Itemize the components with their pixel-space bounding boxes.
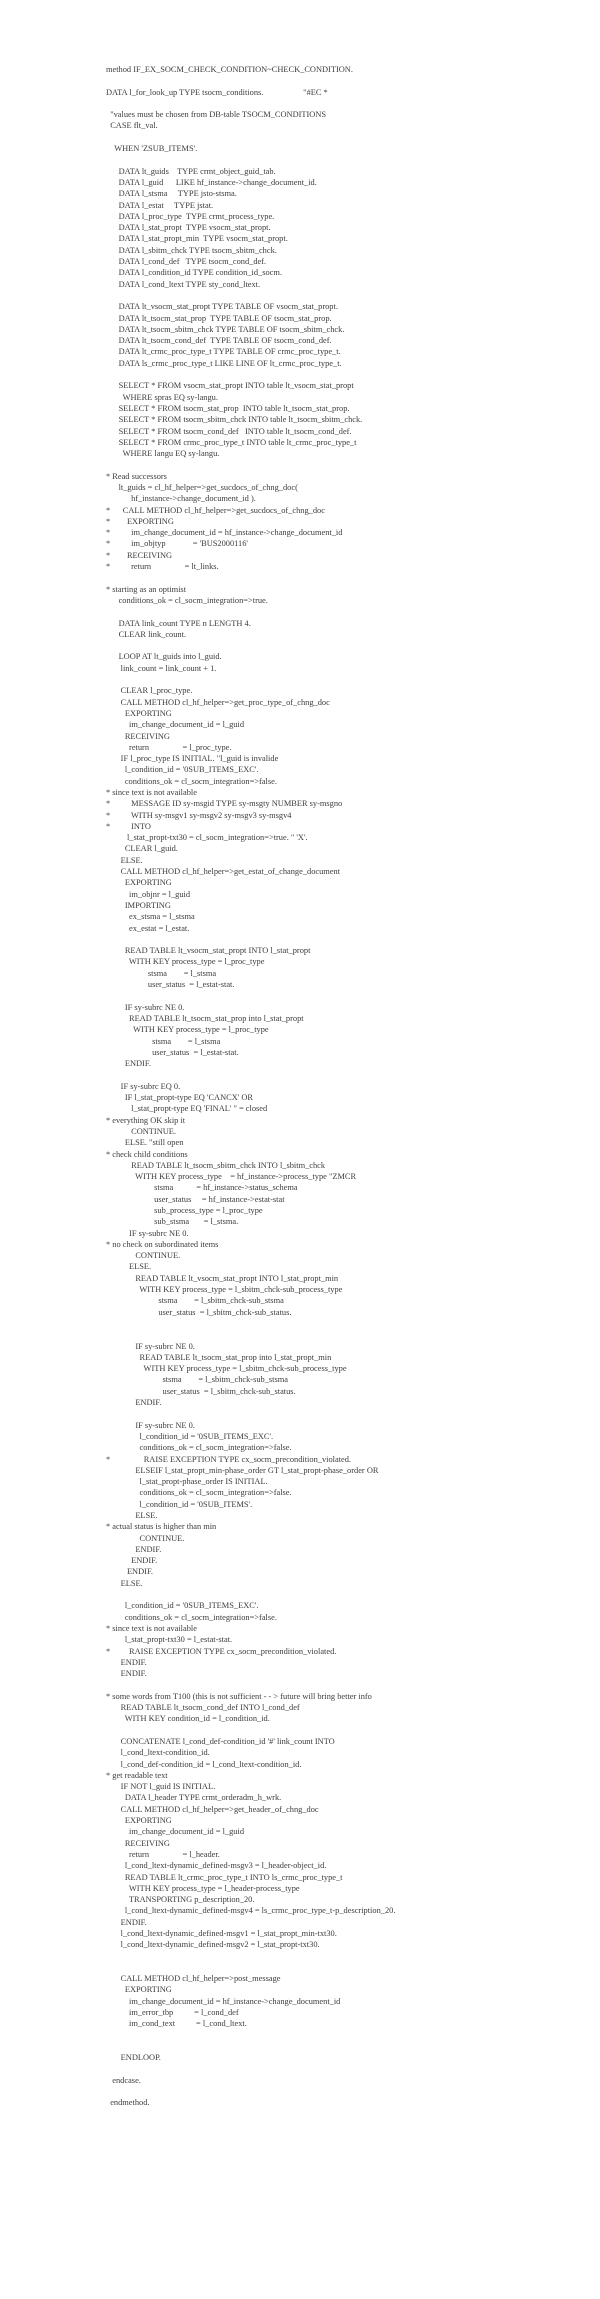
code-line: * since text is not available (106, 1623, 197, 1633)
code-line: READ TABLE lt_vsocm_stat_propt INTO l_stat_propt (106, 946, 311, 956)
code-line: * since text is not available (106, 788, 197, 797)
code-line: im_cond_text = l_cond_ltext. (106, 2019, 247, 2029)
code-line: DATA lt_crmc_proc_type_t TYPE TABLE OF crmc_proc_type_t. (106, 347, 341, 357)
code-line: sub_stsma = l_stsma. (106, 1217, 239, 1227)
code-line (0, 2086, 600, 2097)
code-line: l_stat_propt-phase_order IS INITIAL. (106, 1477, 268, 1487)
code-line: ELSE. (106, 1578, 143, 1588)
code-line: IF l_stat_propt-type EQ 'CANCX' OR (106, 1093, 254, 1103)
code-line: conditions_ok = cl_socm_integration=>false. (106, 1488, 292, 1498)
code-line: CALL METHOD cl_hf_helper=>get_estat_of_change_document (106, 867, 341, 877)
code-line: RECEIVING (106, 1838, 170, 1848)
code-line: SELECT * FROM tsocm_cond_def INTO table lt_tsocm_cond_def. (106, 426, 352, 436)
code-line (0, 1962, 600, 1973)
code-line: CALL METHOD cl_hf_helper=>get_header_of_chng_doc (106, 1804, 319, 1814)
code-line: DATA l_condition_id TYPE condition_id_socm. (106, 268, 282, 278)
code-line: WITH KEY process_type = l_proc_type (106, 1025, 269, 1035)
code-line: l_stat_propt-txt30 = l_estat-stat. (106, 1635, 233, 1645)
code-line: l_cond_ltext-dynamic_defined-msgv4 = ls_crmc_proc_type_t-p_description_20. (106, 1906, 396, 1916)
code-line: stsma = l_sbitm_chck-sub_stsma (106, 1296, 284, 1306)
code-line (0, 1679, 600, 1690)
code-line: l_condition_id = '0SUB_ITEMS_EXC'. (106, 1601, 259, 1611)
code-line: DATA l_proc_type TYPE crmt_process_type. (106, 211, 275, 221)
code-line: im_objnr = l_guid (106, 889, 191, 899)
code-line: CALL METHOD cl_hf_helper=>get_proc_type_of_chng_doc (106, 697, 330, 707)
code-line (0, 98, 600, 109)
code-line: l_cond_ltext-dynamic_defined-msgv2 = l_stat_propt-txt30. (106, 1940, 320, 1950)
code-line: im_change_document_id = l_guid (106, 1827, 245, 1837)
code-line: IF sy-subrc EQ 0. (106, 1081, 181, 1091)
code-line: * EXPORTING (106, 516, 174, 526)
code-line: * check child conditions (106, 1149, 188, 1159)
code-line: DATA lt_vsocm_stat_propt TYPE TABLE OF vsocm_stat_propt. (106, 302, 338, 312)
code-line: conditions_ok = cl_socm_integration=>true. (106, 595, 268, 605)
code-line: * return = lt_links. (106, 562, 219, 572)
code-line: stsma = l_stsma (106, 1036, 221, 1046)
code-line (0, 606, 600, 617)
code-line: READ TABLE lt_vsocm_stat_propt INTO l_stat_propt_min (106, 1273, 339, 1283)
code-line: IF sy-subrc NE 0. (106, 1002, 185, 1012)
code-line: CLEAR link_count. (106, 629, 187, 639)
code-line: DATA ls_crmc_proc_type_t LIKE LINE OF lt_crmc_proc_type_t. (106, 358, 342, 368)
code-line: DATA l_stat_propt TYPE vsocm_stat_propt. (106, 223, 271, 233)
code-line: WITH KEY process_type = hf_instance->process_type "ZMCR (106, 1172, 357, 1182)
code-line: CALL METHOD cl_hf_helper=>post_message (106, 1974, 281, 1984)
code-line: EXPORTING (106, 1816, 172, 1826)
code-line (0, 990, 600, 1001)
code-line: IF sy-subrc NE 0. (106, 1341, 195, 1351)
code-line: DATA lt_guids TYPE crmt_object_guid_tab. (106, 166, 276, 176)
code-line: TRANSPORTING p_description_20. (106, 1895, 255, 1905)
code-line: ex_stsma = l_stsma (106, 912, 195, 922)
code-line: l_stat_propt-type EQ 'FINAL' " = closed (106, 1104, 268, 1114)
code-line: * WITH sy-msgv1 sy-msgv2 sy-msgv3 sy-msgv4 (106, 810, 292, 820)
code-line: SELECT * FROM crmc_proc_type_t INTO table lt_crmc_proc_type_t (106, 437, 357, 447)
code-line: conditions_ok = cl_socm_integration=>false. (106, 1612, 277, 1622)
code-line: IF l_proc_type IS INITIAL. "l_guid is invalide (106, 754, 279, 764)
code-line: endmethod. (106, 2098, 150, 2108)
code-line: IF sy-subrc NE 0. (106, 1228, 189, 1238)
code-line: DATA l_cond_def TYPE tsocm_cond_def. (106, 257, 267, 267)
code-line: * im_change_document_id = hf_instance->change_document_id (106, 528, 343, 538)
code-line (0, 2030, 600, 2041)
code-line: im_change_document_id = l_guid (106, 720, 245, 730)
code-line: CONTINUE. (106, 1251, 181, 1261)
code-line: * some words from T100 (this is not sufficient - - > future will bring better info (106, 1691, 372, 1701)
code-line: WHEN 'ZSUB_ITEMS'. (106, 144, 198, 154)
code-line: user_status = l_sbitm_chck-sub_status. (106, 1307, 292, 1317)
code-line: ELSE. (106, 855, 143, 865)
code-line: EXPORTING (106, 878, 172, 888)
code-line: WITH KEY process_type = l_proc_type (106, 957, 265, 967)
code-line: DATA l_stat_propt_min TYPE vsocm_stat_propt. (106, 234, 288, 244)
code-line: READ TABLE lt_tsocm_sbitm_chck INTO l_sbitm_chck (106, 1160, 326, 1170)
code-line: READ TABLE lt_tsocm_stat_prop into l_stat_propt_min (106, 1352, 332, 1362)
code-line: * Read successors (106, 471, 167, 481)
code-line: WITH KEY process_type = l_sbitm_chck-sub_process_type (106, 1285, 343, 1295)
code-line: IF sy-subrc NE 0. (106, 1420, 195, 1430)
code-line: ELSEIF l_stat_propt_min-phase_order GT l_stat_propt-phase_order OR (106, 1465, 379, 1475)
code-line: CASE flt_val. (106, 121, 158, 131)
code-line: EXPORTING (106, 1985, 172, 1995)
code-line: link_count = link_count + 1. (106, 663, 217, 673)
code-line: conditions_ok = cl_socm_integration=>false. (106, 776, 277, 786)
code-line: endcase. (106, 2075, 141, 2085)
code-line (0, 572, 600, 583)
code-line: l_cond_def-condition_id = l_cond_ltext-condition_id. (106, 1759, 302, 1769)
code-line: * im_objtyp = 'BUS2000116' (106, 539, 248, 549)
code-line: user_status = l_sbitm_chck-sub_status. (106, 1386, 296, 1396)
code-line: ENDIF. (106, 1917, 147, 1927)
code-line: SELECT * FROM tsocm_stat_prop INTO table lt_tsocm_stat_prop. (106, 403, 350, 413)
code-line (0, 369, 600, 380)
code-line: DATA l_cond_ltext TYPE sty_cond_ltext. (106, 279, 261, 289)
code-line: CLEAR l_proc_type. (106, 686, 193, 696)
code-line (0, 154, 600, 165)
code-line (0, 674, 600, 685)
code-line: lt_guids = cl_hf_helper=>get_sucdocs_of_chng_doc( (106, 482, 298, 492)
code-line: * RAISE EXCEPTION TYPE cx_socm_precondition_violated. (106, 1454, 352, 1464)
code-line: DATA l_header TYPE crmt_orderadm_h_wrk. (106, 1793, 282, 1803)
code-line: CONTINUE. (106, 1126, 177, 1136)
code-line: ex_estat = l_estat. (106, 923, 190, 933)
code-line: l_condition_id = '0SUB_ITEMS'. (106, 1499, 253, 1509)
code-line: method IF_EX_SOCM_CHECK_CONDITION~CHECK_CONDITION. (106, 65, 353, 74)
code-line: DATA lt_tsocm_stat_prop TYPE TABLE OF tsocm_stat_prop. (106, 313, 332, 323)
code-line: DATA lt_tsocm_cond_def TYPE TABLE OF tsocm_cond_def. (106, 336, 332, 346)
code-line (0, 2064, 600, 2075)
code-line: EXPORTING (106, 708, 172, 718)
code-line: ELSE. (106, 1262, 152, 1272)
code-line: * actual status is higher than min (106, 1522, 217, 1532)
code-line: l_cond_ltext-dynamic_defined-msgv3 = l_header-object_id. (106, 1861, 327, 1871)
code-line: ENDIF. (106, 1567, 154, 1577)
code-line (0, 1329, 600, 1340)
code-line: ENDIF. (106, 1544, 162, 1554)
code-line (0, 1589, 600, 1600)
code-line: return = l_proc_type. (106, 742, 232, 752)
code-line: SELECT * FROM tsocm_sbitm_chck INTO table lt_tsocm_sbitm_chck. (106, 415, 363, 425)
code-line: LOOP AT lt_guids into l_guid. (106, 652, 222, 662)
code-line (0, 132, 600, 143)
code-line: ENDIF. (106, 1669, 147, 1679)
code-line: * RECEIVING (106, 550, 173, 560)
code-line: * MESSAGE ID sy-msgid TYPE sy-msgty NUMBER sy-msgno (106, 799, 343, 809)
code-line: IMPORTING (106, 900, 171, 910)
code-line: WHERE langu EQ sy-langu. (106, 449, 220, 459)
code-line: l_condition_id = '0SUB_ITEMS_EXC'. (106, 765, 259, 775)
code-line (0, 640, 600, 651)
code-line: DATA l_stsma TYPE jsto-stsma. (106, 189, 237, 199)
code-line: return = l_header. (106, 1849, 220, 1859)
code-line: l_stat_propt-txt30 = cl_socm_integration=>true. " 'X'. (106, 833, 308, 843)
code-line: stsma = l_stsma (106, 968, 217, 978)
code-line: "values must be chosen from DB-table TSOCM_CONDITIONS (106, 110, 327, 120)
code-line: DATA l_estat TYPE jstat. (106, 200, 214, 210)
code-line: * everything OK skip it (106, 1115, 186, 1125)
code-line: CONCATENATE l_cond_def-condition_id '#' link_count INTO (106, 1736, 335, 1746)
code-line: RECEIVING (106, 731, 170, 741)
code-line: user_status = hf_instance->estat-stat (106, 1194, 285, 1204)
code-line (0, 459, 600, 470)
code-line: DATA l_guid LIKE hf_instance->change_document_id. (106, 177, 317, 187)
code-line: WITH KEY process_type = l_header-process_type (106, 1883, 300, 1893)
code-line (0, 1951, 600, 1962)
code-line (0, 1725, 600, 1736)
code-line: * INTO (106, 821, 151, 831)
code-line: READ TABLE lt_crmc_proc_type_t INTO ls_crmc_proc_type_t (106, 1872, 343, 1882)
code-line: hf_instance->change_document_id ). (106, 494, 256, 504)
code-line: im_change_document_id = hf_instance->change_document_id (106, 1996, 341, 2006)
code-line: stsma = l_sbitm_chck-sub_stsma (106, 1375, 288, 1385)
code-line: DATA l_sbitm_chck TYPE tsocm_sbitm_chck. (106, 245, 277, 255)
code-line: WITH KEY process_type = l_sbitm_chck-sub_process_type (106, 1364, 347, 1374)
code-line: DATA link_count TYPE n LENGTH 4. (106, 618, 251, 628)
code-line: DATA l_for_look_up TYPE tsocm_conditions. "#EC * (106, 87, 328, 97)
code-line: IF NOT l_guid IS INITIAL. (106, 1782, 216, 1792)
code-line: conditions_ok = cl_socm_integration=>false. (106, 1443, 292, 1453)
code-line: WITH KEY condition_id = l_condition_id. (106, 1714, 270, 1724)
code-line: l_cond_ltext-dynamic_defined-msgv1 = l_stat_propt_min-txt30. (106, 1928, 337, 1938)
code-line: ELSE. "still open (106, 1138, 184, 1148)
code-line: im_error_tbp = l_cond_def (106, 2008, 239, 2018)
code-line: READ TABLE lt_tsocm_cond_def INTO l_cond_def (106, 1703, 300, 1713)
code-line: * no check on subordinated items (106, 1239, 219, 1249)
code-line (0, 75, 600, 86)
code-line: * starting as an optimist (106, 584, 187, 594)
code-line: ENDIF. (106, 1059, 151, 1069)
code-line: ENDIF. (106, 1556, 158, 1566)
code-line: READ TABLE lt_tsocm_stat_prop into l_stat_propt (106, 1013, 304, 1023)
code-line (0, 290, 600, 301)
code-line: * get readable text (106, 1770, 168, 1780)
code-line (0, 1408, 600, 1419)
code-line: ENDIF. (106, 1657, 147, 1667)
code-line: DATA lt_tsocm_sbitm_chck TYPE TABLE OF tsocm_sbitm_chck. (106, 324, 345, 334)
code-line: * CALL METHOD cl_hf_helper=>get_sucdocs_of_chng_doc (106, 505, 325, 515)
code-line: CLEAR l_guid. (106, 844, 178, 854)
code-line (0, 1069, 600, 1080)
code-line: ENDIF. (106, 1398, 162, 1408)
code-line: SELECT * FROM vsocm_stat_propt INTO table lt_vsocm_stat_propt (106, 381, 354, 391)
code-line: ELSE. (106, 1511, 158, 1520)
code-line: l_condition_id = '0SUB_ITEMS_EXC'. (106, 1431, 274, 1441)
code-line: l_cond_ltext-condition_id. (106, 1748, 210, 1758)
code-line: stsma = hf_instance->status_schema (106, 1183, 298, 1193)
code-line: user_status = l_estat-stat. (106, 1047, 239, 1057)
code-line: CONTINUE. (106, 1533, 185, 1543)
code-line: sub_process_type = l_proc_type (106, 1205, 263, 1215)
code-line: ENDLOOP. (106, 2053, 161, 2063)
code-line: * RAISE EXCEPTION TYPE cx_socm_precondition_violated. (106, 1646, 337, 1656)
code-line: WHERE spras EQ sy-langu. (106, 392, 218, 402)
code-line (0, 2041, 600, 2052)
code-line: user_status = l_estat-stat. (106, 980, 235, 990)
code-line (0, 934, 600, 945)
code-line (0, 1318, 600, 1329)
